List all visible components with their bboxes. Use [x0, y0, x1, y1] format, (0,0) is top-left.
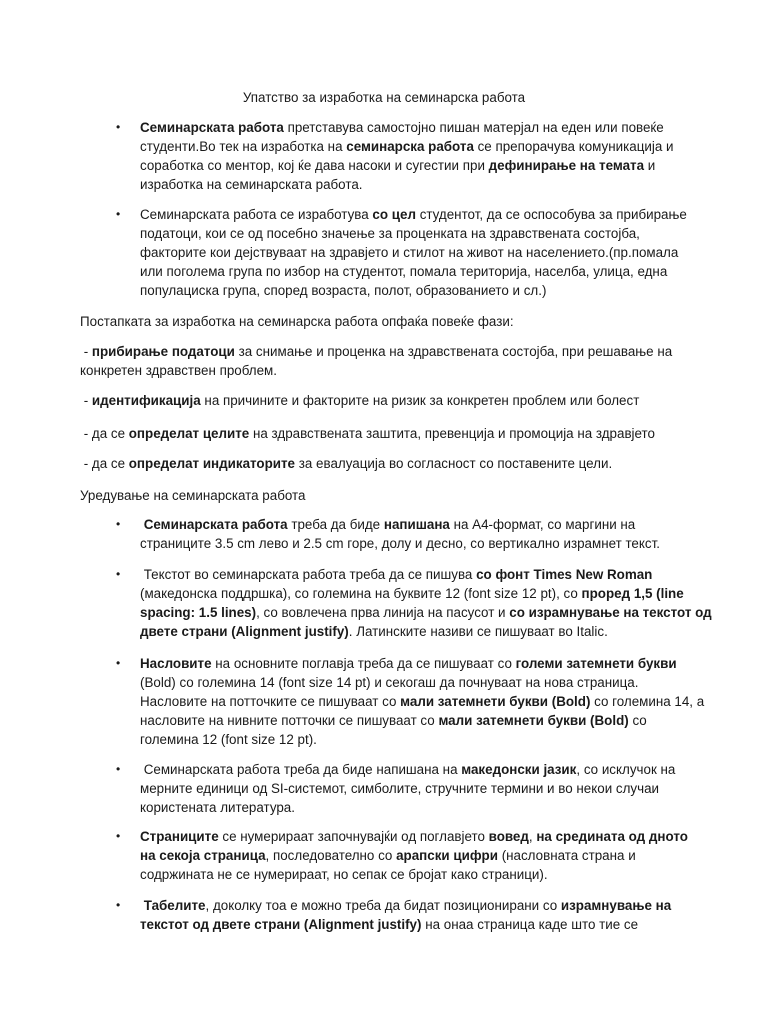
text-span: треба да биде — [287, 517, 384, 532]
text-span: - — [80, 344, 92, 359]
formatting-item-line — [140, 692, 704, 711]
text-span: , последователно со — [265, 848, 397, 863]
intro-item-line — [140, 156, 655, 175]
phase-item-line — [80, 342, 672, 361]
formatting-item-line — [140, 730, 317, 749]
text-span: со — [628, 713, 647, 728]
bold-text: Насловите — [140, 656, 212, 671]
bold-text: spacing: 1.5 lines) — [140, 605, 257, 620]
phase-item-line — [80, 424, 655, 443]
text-span: Текстот во семинарската работа треба да се пишува — [140, 567, 477, 582]
formatting-item-line — [140, 565, 652, 584]
phase-item-line — [80, 361, 277, 380]
formatting-item-line — [140, 760, 675, 779]
intro-item-line — [140, 118, 664, 137]
text-span: студентот, да се оспособува за прибирање — [415, 207, 687, 222]
bold-text: прибирање податоци — [91, 344, 235, 359]
formatting-heading: Уредување на семинарската работа — [80, 488, 306, 503]
bold-text: проред 1,5 (line — [581, 586, 684, 601]
text-span: со големина 14, а — [590, 694, 705, 709]
bold-text: мали затемнети букви (Bold) — [400, 694, 591, 709]
text-span: (Bold) со големина 14 (font size 14 pt) и секогаш да почнуваат на нова страница. — [140, 675, 639, 690]
text-span: мерните единици од SI-системот, симболите, стручните термини и во некои случаи — [140, 781, 659, 796]
formatting-item-line — [140, 896, 671, 915]
intro-item-line — [140, 175, 363, 194]
formatting-item-line — [140, 915, 638, 934]
text-span: на онаа страница каде што тие се — [421, 917, 639, 932]
text-span: изработка на семинарската работа. — [140, 177, 363, 192]
formatting-item-line — [140, 654, 677, 673]
formatting-item-line — [140, 515, 635, 534]
text-span: на А4-формат, со маргини на — [449, 517, 636, 532]
text-span: и — [644, 158, 656, 173]
text-span: страниците 3.5 cm лево и 2.5 cm горе, долу и десно, со вертикално израмнет текст. — [140, 536, 660, 551]
bold-text: Семинарската работа — [140, 120, 284, 135]
formatting-item-line — [140, 827, 688, 846]
formatting-item-line — [140, 779, 659, 798]
bullet-marker: • — [116, 207, 121, 221]
bullet-marker: • — [116, 517, 121, 531]
formatting-item-line — [140, 711, 647, 730]
bold-text: вовед — [488, 829, 529, 844]
bold-text: двете страни (Alignment justify) — [140, 624, 349, 639]
bold-text: со цел — [372, 207, 416, 222]
bold-text: Семинарската работа — [143, 517, 288, 532]
formatting-item-line — [140, 584, 684, 603]
phase-item-line — [80, 391, 639, 410]
bullet-marker: • — [116, 120, 121, 134]
text-span: студенти.Во тек на изработка на — [140, 139, 347, 154]
intro-item-line — [140, 205, 687, 224]
bold-text: напишана — [383, 517, 450, 532]
bold-text: Табелите — [143, 898, 206, 913]
text-span: податоци, кои се од посебно значење за проценката на здравствената состојба, — [140, 226, 640, 241]
text-span: , доколку тоа е можно треба да бидат позиционирани со — [205, 898, 561, 913]
text-span: за снимање и проценка на здравствената состојба, при решавање на — [234, 344, 673, 359]
text-span: содржината не се нумерираат, но сепак се бројат како страници). — [140, 867, 548, 882]
bold-text: определат целите — [128, 426, 250, 441]
text-span: користената литература. — [140, 800, 295, 815]
bold-text: големи затемнети букви — [515, 656, 677, 671]
text-span: или поголема група по избор на студентот, помала територија, населба, улица, една — [140, 264, 668, 279]
intro-item-line — [140, 224, 640, 243]
bold-text: со фонт Times New Roman — [476, 567, 653, 582]
bold-text: текстот од двете страни (Alignment justify) — [140, 917, 422, 932]
text-span: (насловната страна и — [497, 848, 636, 863]
bold-text: арапски цифри — [396, 848, 498, 863]
bold-text: идентификација — [91, 393, 201, 408]
bold-text: израмнување на — [560, 898, 672, 913]
text-span: Семинарската работа се изработува — [140, 207, 373, 222]
bullet-marker: • — [116, 656, 121, 670]
text-span: , со исклучок на — [576, 762, 676, 777]
document-title: Упатство за изработка на семинарска работа — [242, 90, 526, 105]
text-span: Насловите на потточките се пишуваат со — [140, 694, 401, 709]
text-span: претставува самостојно пишан матерјал на еден или повеќе — [283, 120, 664, 135]
formatting-item-line — [140, 534, 660, 553]
bold-text: мали затемнети букви (Bold) — [438, 713, 629, 728]
text-span: големина 12 (font size 12 pt). — [140, 732, 317, 747]
formatting-item-line — [140, 603, 712, 622]
bold-text: дефинирање на темата — [488, 158, 645, 173]
text-span: за евалуација во согласност со поставените цели. — [295, 456, 613, 471]
text-span: . Латинските називи се пишуваат во Italic. — [348, 624, 608, 639]
bullet-marker: • — [116, 762, 121, 776]
text-span: популациска група, според возраста, полот, образованието и сл.) — [140, 283, 547, 298]
text-span: се препорачува комуникација и — [473, 139, 674, 154]
text-span: (македонска поддршка), со големина на буквите 12 (font size 12 pt), со — [140, 586, 582, 601]
text-span: - — [80, 393, 92, 408]
formatting-item-line — [140, 673, 638, 692]
bullet-marker: • — [116, 898, 121, 912]
text-span: се нумерираат започнувајќи од поглавјето — [218, 829, 489, 844]
text-span: Семинарската работа треба да биде напишана на — [140, 762, 462, 777]
bold-text: семинарска работа — [346, 139, 474, 154]
formatting-item-line — [140, 622, 608, 641]
text-span: на причините и факторите на ризик за конкретен проблем или болест — [200, 393, 640, 408]
text-span: - да се — [80, 426, 129, 441]
formatting-item-line — [140, 798, 295, 817]
formatting-item-line — [140, 865, 548, 884]
bold-text: на средината од дното — [536, 829, 688, 844]
bullet-marker: • — [116, 567, 121, 581]
text-span: - да се — [80, 456, 129, 471]
intro-item-line — [140, 243, 678, 262]
formatting-item-line — [140, 846, 636, 865]
text-span: факторите кои дејствуваат на здравјето и стилот на живот на населението.(пр.помала — [140, 245, 679, 260]
text-span: , со вовлечена прва линија на пасусот и — [256, 605, 510, 620]
text-span: соработка со ментор, кој ќе дава насоки и сугестии при — [140, 158, 489, 173]
phases-heading: Постапката за изработка на семинарска работа опфаќа повеќе фази: — [80, 314, 514, 329]
bold-text: македонски јазик — [461, 762, 577, 777]
bold-text: на секоја страница — [140, 848, 266, 863]
intro-item-line — [140, 262, 667, 281]
bold-text: Страниците — [140, 829, 219, 844]
intro-item-line — [140, 281, 546, 300]
text-span: конкретен здравствен проблем. — [80, 363, 277, 378]
text-span: насловите на нивните потточки се пишуваат со — [140, 713, 439, 728]
bullet-marker: • — [116, 829, 121, 843]
phase-item-line — [80, 454, 612, 473]
text-span: на основните поглавја треба да се пишуваат со — [211, 656, 516, 671]
bold-text: определат индикаторите — [128, 456, 296, 471]
text-span: на здравствената заштита, превенција и промоција на здравјето — [249, 426, 655, 441]
bold-text: со израмнување на текстот од — [509, 605, 712, 620]
intro-item-line — [140, 137, 673, 156]
text-span: , — [528, 829, 537, 844]
